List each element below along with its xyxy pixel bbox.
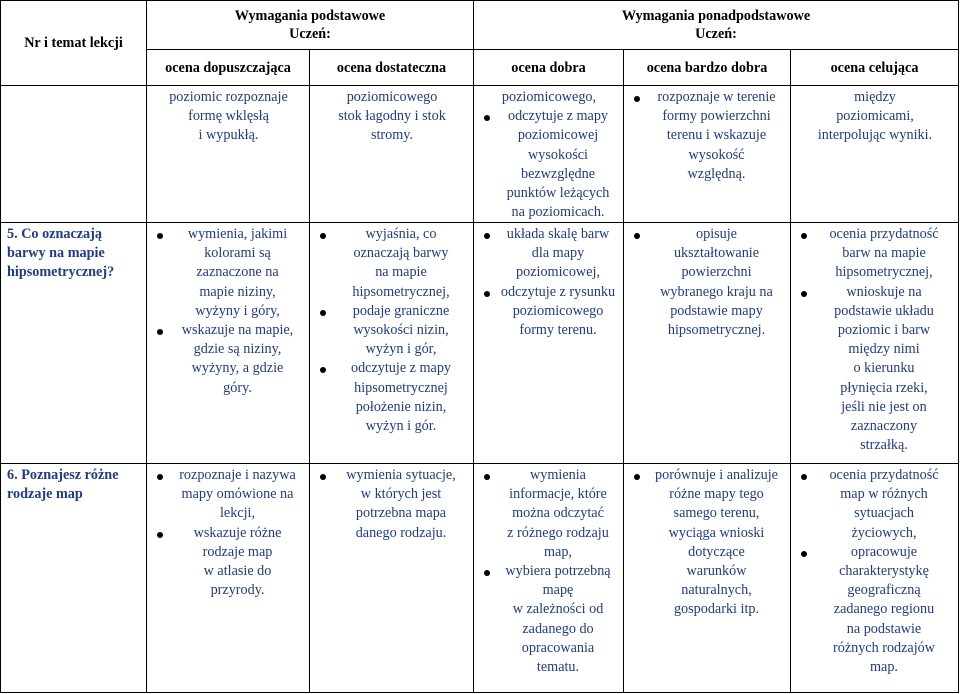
cell-text-line: barw na mapie — [842, 245, 926, 262]
cell-text-line: potrzebna mapa — [355, 505, 447, 522]
bullet-icon — [801, 291, 807, 297]
cell-text-line: tematu. — [536, 659, 580, 676]
grade-label: ocena dobra — [511, 59, 586, 76]
bullet-icon — [484, 291, 490, 297]
bullet-icon — [484, 233, 490, 239]
header-basic-title: Wymagania podstawowe — [234, 8, 386, 24]
bullet-item — [798, 543, 952, 677]
grade-label: ocena bardzo dobra — [646, 59, 768, 76]
cell-text-line: formę wklęsłą — [188, 108, 269, 125]
cell-text-line: różne mapy tego — [669, 486, 764, 503]
cell-text-line: wysokość — [688, 146, 745, 163]
cell-text-line: zadanego do — [522, 620, 594, 637]
bullet-icon — [320, 367, 326, 373]
requirement-cell — [310, 223, 474, 464]
cell-text-line: formy powierzchni — [662, 108, 771, 125]
cell-text-line: strzałką. — [860, 437, 908, 454]
cell-text-line: mapie niziny, — [199, 283, 276, 300]
cell-text-line: porównuje i analizuje — [655, 467, 778, 483]
bullet-item — [481, 225, 617, 283]
header-basic-sub: Uczeń: — [289, 26, 331, 42]
cell-text-line: i wypukłą. — [198, 127, 259, 144]
bullet-item — [317, 466, 467, 543]
cell-text-line: lekcji, — [219, 505, 256, 522]
continued-text — [317, 88, 467, 146]
bullet-item — [631, 88, 784, 184]
bullet-item — [317, 359, 467, 436]
header-lesson-label: Nr i temat lekcji — [24, 35, 123, 51]
cell-text-line: w atlasie do — [203, 563, 272, 580]
cell-text-line: odczytuje z mapy — [350, 360, 452, 377]
bullet-item — [154, 524, 303, 601]
cell-text-line: wyciąga wnioski — [668, 524, 765, 541]
cell-text-line: wybranego kraju na — [660, 283, 773, 300]
cell-text-line: stok łagodny i stok — [338, 108, 446, 125]
bullet-icon — [320, 474, 326, 480]
cell-text-line: z różnego rodzaju — [507, 524, 609, 541]
cell-text-line: wymienia — [530, 467, 586, 483]
lesson-title-cell: 6. Poznajesz różne rodzaje map — [0, 464, 147, 693]
cell-text-line: kolorami są — [204, 245, 271, 262]
cell-text-line: ocenia przydatność — [829, 226, 939, 242]
requirement-cell — [791, 464, 959, 693]
cell-text-line: różnych rodzajów — [832, 639, 936, 656]
cell-text-line: względną. — [687, 165, 746, 182]
bullet-icon — [801, 474, 807, 480]
cell-text-line: między — [854, 89, 896, 105]
cell-text-line: wymienia, jakimi — [187, 226, 288, 242]
cell-text-line: rozpoznaje i nazywa — [179, 467, 296, 483]
cell-text-line: formy terenu. — [519, 322, 597, 339]
bullet-icon — [157, 329, 163, 335]
cell-text-line: opracowania — [521, 639, 595, 656]
cell-text-line: charakterystykę — [839, 563, 929, 580]
requirement-cell — [474, 86, 624, 223]
requirement-cell — [474, 223, 624, 464]
cell-text-line: góry. — [223, 379, 252, 396]
cell-text-line: sytuacjach — [854, 505, 914, 522]
cell-text-line: punktów leżących — [506, 185, 610, 202]
cell-text-line: map, — [544, 543, 572, 560]
cell-text-line: poziomicowego, — [501, 89, 597, 105]
cell-text-line: życiowych, — [851, 524, 917, 541]
continued-text — [481, 88, 617, 107]
cell-text-line: poziomicowej, — [516, 264, 600, 281]
bullet-item — [317, 302, 467, 360]
cell-text-line: danego rodzaju. — [355, 524, 447, 541]
grade-label: ocena celująca — [830, 59, 919, 76]
lesson-title-cell: 5. Co oznaczają barwy na mapie hipsometrycznej? — [0, 223, 147, 464]
cell-text-line: hipsometrycznej, — [835, 264, 933, 281]
bullet-icon — [157, 532, 163, 538]
bullet-item — [798, 466, 952, 543]
bullet-item — [798, 225, 952, 283]
requirement-cell — [147, 223, 310, 464]
bullet-item — [481, 283, 617, 341]
cell-text-line: bezwzględne — [520, 165, 596, 182]
cell-text-line: zaznaczony — [850, 418, 918, 435]
cell-text-line: jeśli nie jest on — [841, 398, 927, 415]
cell-text-line: ocenia przydatność — [829, 467, 939, 483]
cell-text-line: w których jest — [360, 486, 442, 503]
cell-text-line: warunków — [686, 563, 747, 580]
cell-text-line: układa skalę barw — [506, 226, 610, 242]
requirement-cell — [624, 86, 791, 223]
bullet-icon — [634, 474, 640, 480]
cell-text-line: map. — [870, 659, 898, 676]
cell-text-line: wyjaśnia, co — [365, 226, 437, 242]
bullet-item — [154, 466, 303, 524]
grade-header — [791, 50, 959, 86]
cell-text-line: odczytuje z rysunku — [500, 283, 616, 300]
cell-text-line: geograficzną — [847, 582, 921, 599]
cell-text-line: oznaczają barwy — [353, 245, 449, 262]
cell-text-line: terenu i wskazuje — [666, 127, 767, 144]
header-advanced-cell — [474, 0, 959, 50]
cell-text-line: poziomic i barw — [837, 322, 931, 339]
cell-text-line: hipsometrycznej — [354, 379, 448, 396]
cell-text-line: poziomicowego — [346, 89, 438, 105]
bullet-icon — [320, 233, 326, 239]
cell-text-line: hipsometrycznej. — [667, 322, 766, 339]
bullet-icon — [157, 474, 163, 480]
cell-text-line: map w różnych — [840, 486, 928, 503]
bullet-icon — [157, 233, 163, 239]
cell-text-line: mapę — [542, 582, 574, 599]
bullet-icon — [634, 233, 640, 239]
cell-text-line: płynięcia rzeki, — [840, 379, 928, 396]
requirement-cell — [791, 86, 959, 223]
bullet-item — [317, 225, 467, 302]
continued-text — [154, 88, 303, 146]
bullet-item — [631, 466, 784, 620]
requirement-cell — [147, 464, 310, 693]
header-advanced-sub: Uczeń: — [695, 26, 737, 42]
cell-text-line: wysokości nizin, — [353, 322, 449, 339]
bullet-icon — [801, 233, 807, 239]
cell-text-line: odczytuje z mapy — [507, 108, 609, 125]
cell-text-line: wyżyn i gór. — [365, 418, 437, 435]
cell-text-line: poziomicowego — [512, 302, 604, 319]
cell-text-line: wysokości — [528, 146, 588, 163]
cell-text-line: informacje, które — [509, 486, 607, 503]
bullet-icon — [484, 474, 490, 480]
cell-text-line: wskazuje na mapie, — [181, 322, 294, 339]
cell-text-line: można odczytać — [512, 505, 604, 522]
header-basic-cell — [147, 0, 474, 50]
cell-text-line: wyżyny i góry, — [195, 302, 280, 319]
bullet-icon — [801, 551, 807, 557]
cell-text-line: na mapie — [375, 264, 427, 281]
cell-text-line: wskazuje różne — [193, 524, 282, 541]
cell-text-line: poziomicami, — [836, 108, 914, 125]
cell-text-line: hipsometrycznej, — [352, 283, 450, 300]
bullet-icon — [320, 310, 326, 316]
bullet-icon — [484, 570, 490, 576]
cell-text-line: rozpoznaje w terenie — [657, 89, 776, 105]
cell-text-line: na podstawie — [846, 620, 922, 637]
requirement-cell — [147, 86, 310, 223]
grade-label: ocena dopuszczająca — [165, 59, 291, 76]
cell-text-line: w zależności od — [512, 601, 604, 618]
cell-text-line: opisuje — [696, 226, 737, 242]
cell-text-line: wyżyny, a gdzie — [191, 360, 284, 377]
bullet-item — [798, 283, 952, 456]
lesson-title-cell — [0, 86, 147, 223]
cell-text-line: stromy. — [370, 127, 414, 144]
cell-text-line: naturalnych, — [681, 582, 752, 599]
bullet-item — [154, 225, 303, 321]
bullet-item — [481, 466, 617, 562]
requirement-cell — [624, 464, 791, 693]
cell-text-line: mapy omówione na — [181, 486, 294, 503]
header-advanced-title: Wymagania ponadpodstawowe — [621, 8, 811, 24]
bullet-item — [481, 562, 617, 677]
cell-text-line: wyżyn i gór, — [365, 341, 437, 358]
cell-text-line: podstawie mapy — [670, 302, 763, 319]
grade-header — [474, 50, 624, 86]
cell-text-line: poziomic rozpoznaje — [169, 89, 288, 105]
cell-text-line: poziomicowej — [517, 127, 599, 144]
requirement-cell — [310, 86, 474, 223]
cell-text-line: między nimi — [848, 341, 920, 358]
header-lesson-cell — [0, 0, 147, 86]
cell-text-line: rodzaje map — [202, 543, 273, 560]
cell-text-line: zadanego regionu — [833, 601, 935, 618]
cell-text-line: wnioskuje na — [846, 283, 922, 300]
cell-text-line: ukształtowanie — [673, 245, 760, 262]
cell-text-line: podaje graniczne — [352, 302, 450, 319]
cell-text-line: interpolując wyniki. — [817, 127, 933, 144]
cell-text-line: powierzchni — [681, 264, 752, 281]
cell-text-line: gospodarki itp. — [673, 601, 760, 618]
requirement-cell — [624, 223, 791, 464]
requirement-cell — [474, 464, 624, 693]
grade-header — [310, 50, 474, 86]
requirement-cell — [310, 464, 474, 693]
continued-text — [798, 88, 952, 146]
cell-text-line: wybiera potrzebną — [505, 563, 611, 580]
grade-header — [624, 50, 791, 86]
cell-text-line: dotyczące — [688, 543, 745, 560]
bullet-icon — [484, 115, 490, 121]
cell-text-line: na poziomicach. — [511, 204, 605, 221]
cell-text-line: podstawie układu — [834, 302, 934, 319]
cell-text-line: zaznaczone na — [196, 264, 279, 281]
grade-header — [147, 50, 310, 86]
bullet-item — [481, 107, 617, 222]
cell-text-line: wymienia sytuacje, — [346, 467, 456, 483]
cell-text-line: przyrody. — [210, 582, 265, 599]
requirement-cell — [791, 223, 959, 464]
bullet-icon — [634, 96, 640, 102]
grade-label: ocena dostateczna — [336, 59, 447, 76]
cell-text-line: o kierunku — [853, 360, 915, 377]
bullet-item — [154, 321, 303, 398]
cell-text-line: położenie nizin, — [355, 398, 447, 415]
cell-text-line: samego terenu, — [673, 505, 760, 522]
bullet-item — [631, 225, 784, 340]
cell-text-line: opracowuje — [850, 543, 918, 560]
cell-text-line: gdzie są niziny, — [193, 341, 282, 358]
cell-text-line: dla mapy — [531, 245, 585, 262]
